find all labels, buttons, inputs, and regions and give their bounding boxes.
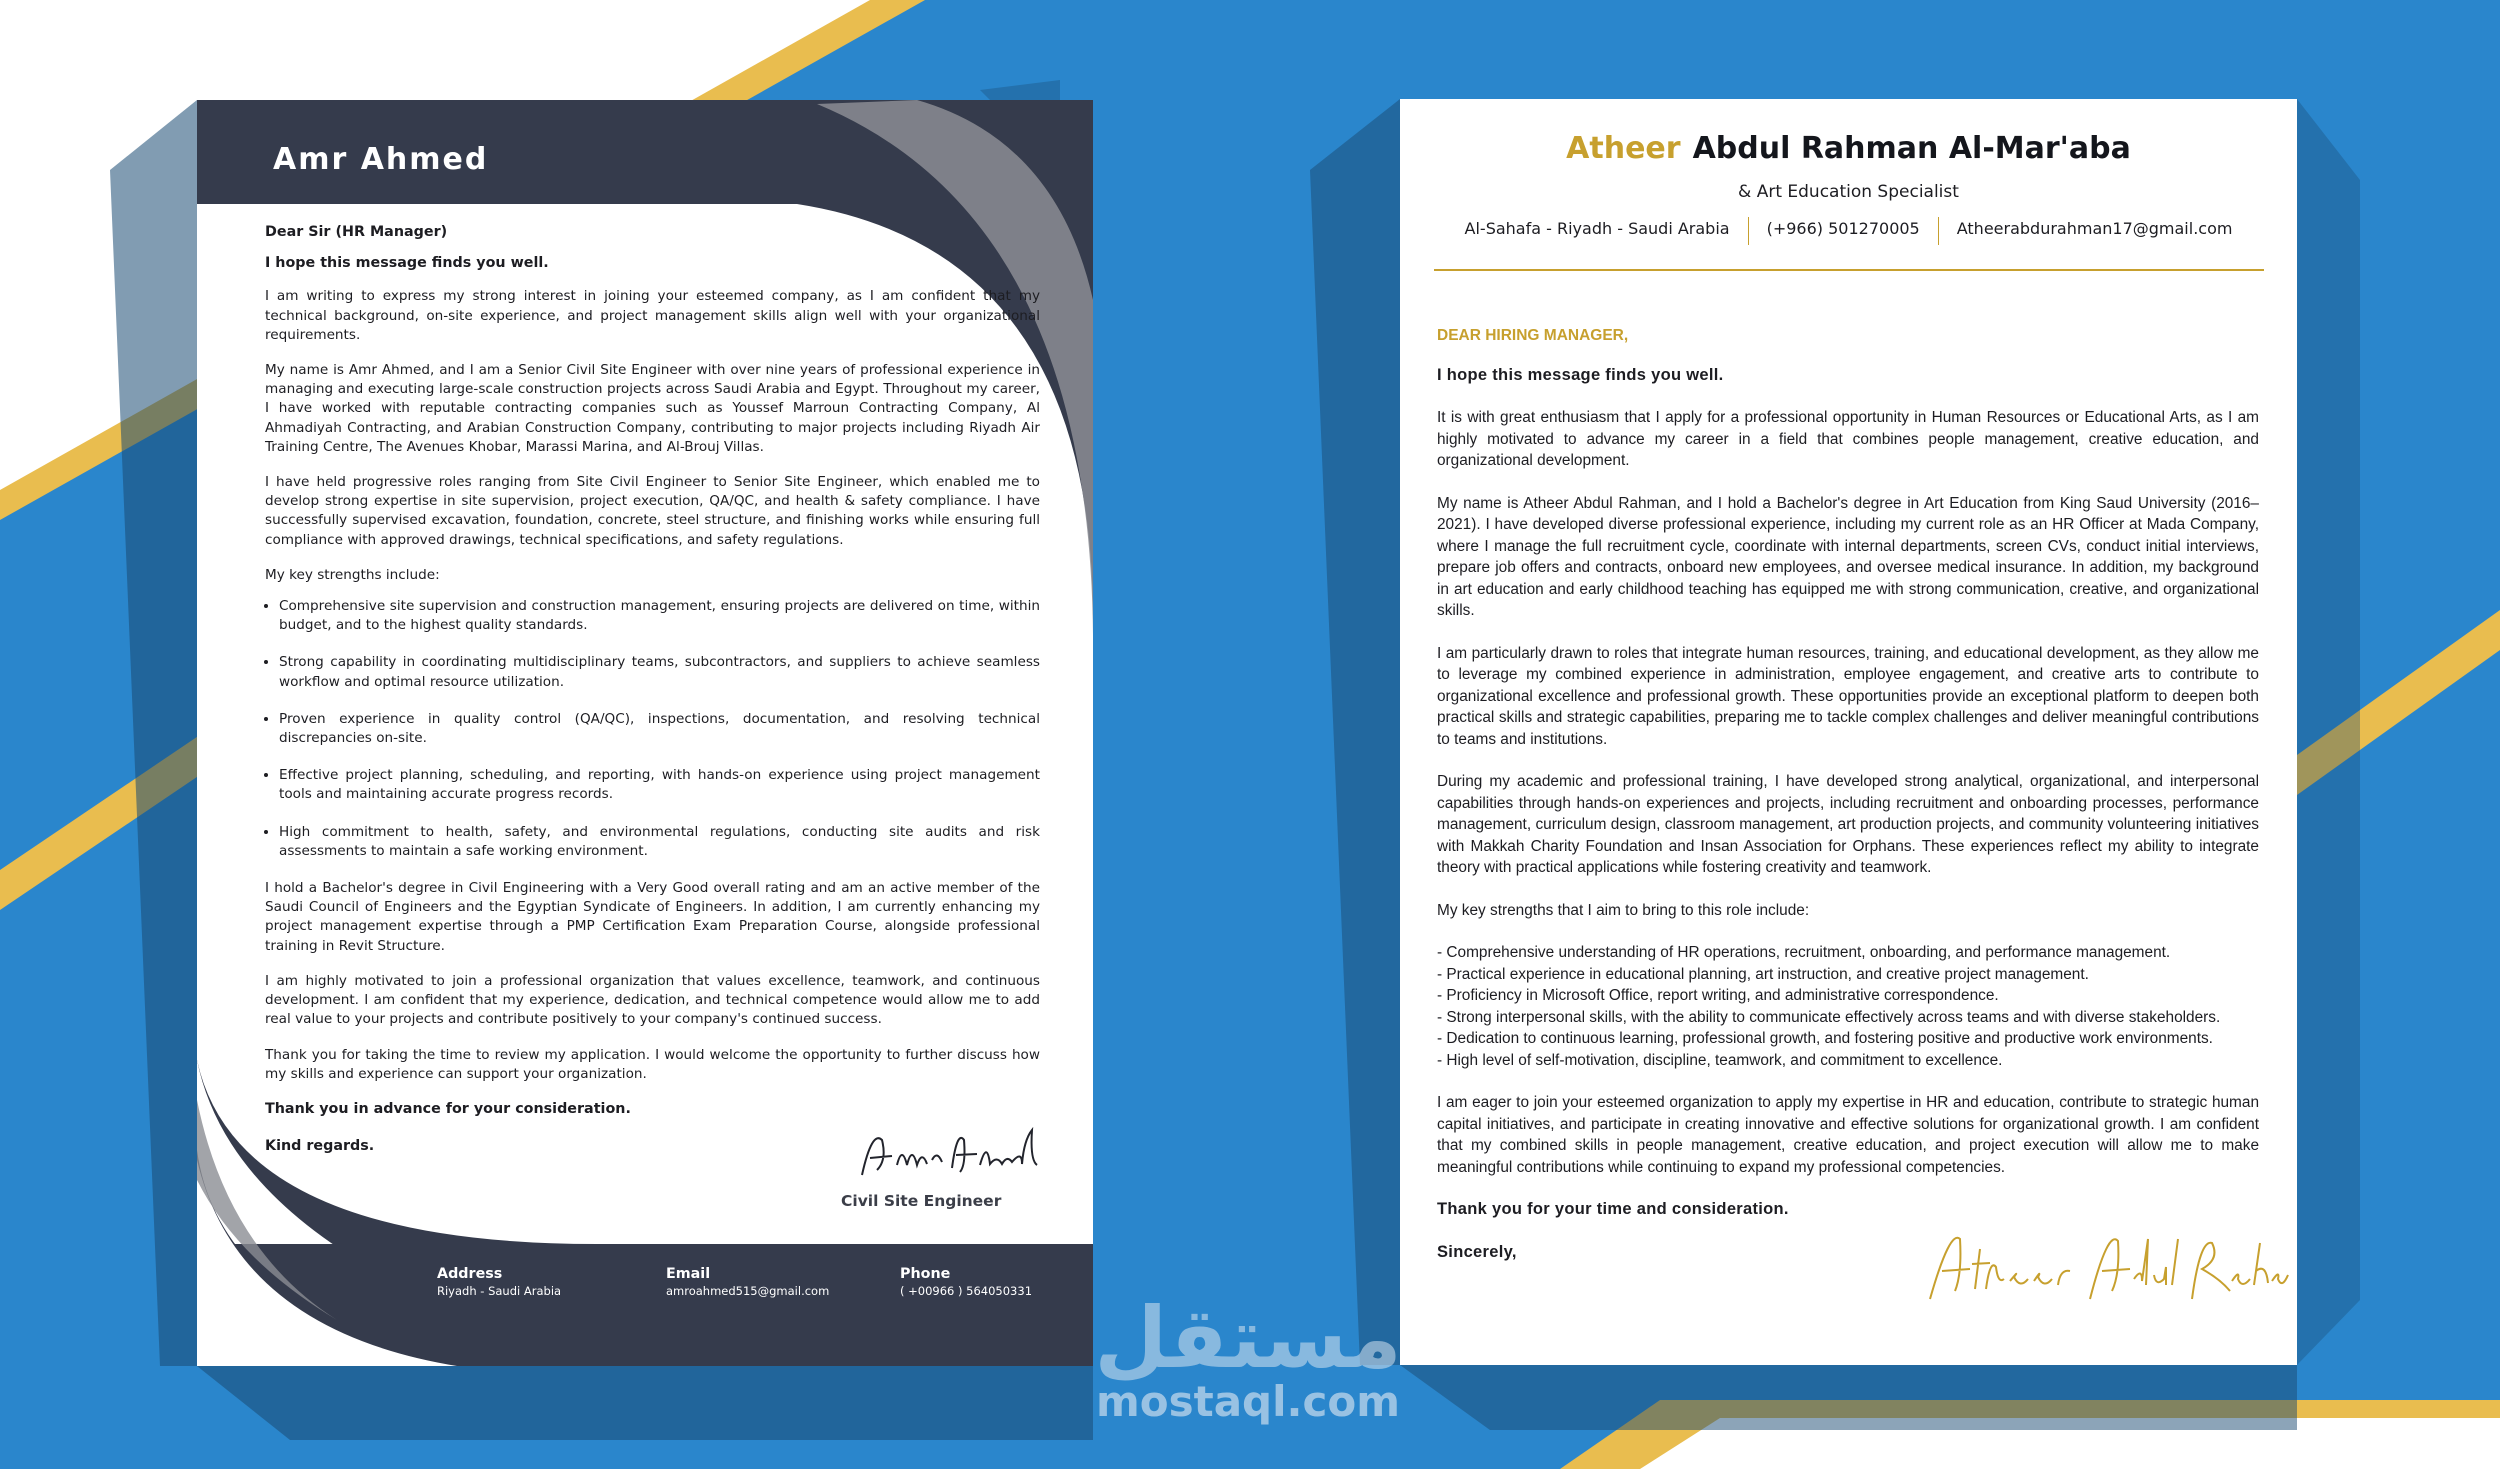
right-closing-paragraph: I am eager to join your esteemed organization to apply my expertise in HR and education, contribute to strategic human capital initiatives, and participate in creating innovative and effective solutions for organizational growth. I am confident that my combined skills in people management, creative education, and project execution will allow me to make meaningful contributions while continuing to expand my professional competencies. (1437, 1094, 2259, 1176)
list-item: • Effective project planning, scheduling, and reporting, with hands-on experience using project management tools and maintaining accurate progress records. (279, 766, 1040, 804)
right-name-header (1400, 131, 2297, 166)
right-closing: Sincerely, (1437, 1242, 1517, 1261)
list-item: • High commitment to health, safety, and environmental regulations, conducting site audits and risk assessments to maintain a safe working environment. (279, 823, 1040, 861)
left-signature (852, 1120, 1052, 1190)
list-item: - Strong interpersonal skills, with the ability to communicate effectively across teams and with diverse stakeholders. (1437, 1008, 2221, 1026)
phone-label: Phone (900, 1266, 951, 1282)
left-opening: I hope this message finds you well. (265, 255, 549, 272)
list-item: - Comprehensive understanding of HR operations, recruitment, onboarding, and performance management. (1437, 944, 2171, 961)
right-paragraph-2: My name is Atheer Abdul Rahman, and I hold a Bachelor's degree in Art Education from King Saud University (2016–2021). I have developed diverse professional experience, including my current role as an HR Officer at Mada Company, where I manage the full recruitment cycle, coordinate with internal departments, screen CVs, conduct initial interviews, prepare job offers and contracts, onboard new employees, and oversee medical insurance. In addition, my background in art education and early childhood teaching has equipped me with strong communication, creative, and organizational skills. (1437, 494, 2259, 619)
watermark-arabic: مستقل (1094, 1289, 1402, 1387)
right-job-title: & Art Education Specialist (1738, 182, 1959, 202)
left-paragraph-1: I am writing to express my strong interest in joining your esteemed company, as I am confident that my technical background, on-site experience, and project management skills align well with your organizational requirements. (265, 288, 1040, 343)
left-paragraph-2: My name is Amr Ahmed, and I am a Senior Civil Site Engineer with over nine years of professional experience in managing and executing large-scale construction projects across Saudi Arabia and Egypt. Throughout my career, I have worked with reputable contracting companies such as Youssef Marroun Contracting Company, Al Ahmadiyah Contracting, and Arabian Construction Company, contributing to major projects including Riyadh Air Training Centre, The Avenues Khobar, Marassi Marina, and Al-Brouj Villas. (265, 362, 1040, 455)
list-item: • Comprehensive site supervision and construction management, ensuring projects are delivered on time, within budget, and to the highest quality standards. (279, 597, 1040, 635)
left-salutation: Dear Sir (HR Manager) (265, 224, 448, 240)
address-value: Riyadh - Saudi Arabia (437, 1284, 562, 1298)
right-cover-letter (1400, 99, 2297, 1365)
left-strengths-list (265, 597, 1040, 861)
left-cover-letter (197, 100, 1093, 1366)
right-opening: I hope this message finds you well. (1437, 365, 1724, 384)
right-greeting: DEAR HIRING MANAGER, (1437, 327, 1629, 344)
list-item: - High level of self-motivation, discipline, teamwork, and commitment to excellence. (1437, 1051, 2003, 1069)
list-item: - Dedication to continuous learning, professional growth, and fostering positive and productive work environments. (1437, 1030, 2213, 1047)
list-item: - Practical experience in educational planning, art instruction, and creative project management. (1437, 965, 2089, 983)
left-footer-phone (900, 1266, 1032, 1298)
right-letter-body (1437, 325, 2259, 1284)
right-strengths-list (1437, 942, 2259, 1071)
right-thanks: Thank you for your time and consideration. (1437, 1200, 1789, 1218)
right-strengths-intro: My key strengths that I aim to bring to this role include: (1437, 901, 1810, 919)
right-location: Al-Sahafa - Riyadh - Saudi Arabia (1464, 219, 1730, 238)
right-signature (1920, 1219, 2290, 1309)
list-item: - Proficiency in Microsoft Office, report writing, and administrative correspondence. (1437, 987, 1999, 1004)
right-first-name: Atheer (1566, 131, 1681, 166)
left-paragraph-4: I hold a Bachelor's degree in Civil Engineering with a Very Good overall rating and am an active member of the Saudi Council of Engineers and the Egyptian Syndicate of Engineers. In addition, I am currently enhancing my project management expertise through a PMP Certification Exam Preparation Course, alongside professional training in Revit Structure. (265, 880, 1040, 954)
list-item: • Proven experience in quality control (QA/QC), inspections, documentation, and resolving technical discrepancies on-site. (279, 710, 1040, 748)
phone-value: ( +00966 ) 564050331 (900, 1284, 1033, 1298)
email-value: amroahmed515@gmail.com (666, 1284, 830, 1298)
right-paragraph-1: It is with great enthusiasm that I apply for a professional opportunity in Human Resources or Educational Arts, as I am highly motivated to advance my career in a field that combines people management, creative education, and organizational development. (1437, 409, 2259, 469)
email-label: Email (666, 1266, 711, 1282)
left-role: Civil Site Engineer (841, 1192, 1002, 1210)
right-header-rule (1434, 269, 2264, 271)
left-letter-body (265, 223, 1040, 1168)
right-last-name: Abdul Rahman Al-Mar'aba (1692, 131, 2131, 166)
left-footer-email (666, 1266, 829, 1298)
mostaql-watermark (1093, 1290, 1403, 1424)
right-paragraph-4: During my academic and professional training, I have developed strong analytical, organizational, and interpersonal capabilities through hands-on experiences and projects, including recruitment and onboarding processes, performance management, curriculum design, classroom management, art production projects, and community volunteering initiatives with Makkah Charity Foundation and Insan Association for Orphans. These experiences reflect my ability to integrate theory with practical applications while fostering creativity and teamwork. (1437, 773, 2259, 876)
left-name-header: Amr Ahmed (273, 142, 489, 177)
right-email: Atheerabdurahman17@gmail.com (1956, 219, 2233, 238)
left-strengths-intro: My key strengths include: (265, 566, 440, 583)
left-paragraph-5: I am highly motivated to join a professional organization that values excellence, teamwork, and continuous development. I am confident that my experience, dedication, and technical competence would allow me to add real value to your projects and contribute positively to your company's continued success. (265, 972, 1040, 1028)
right-phone: (+966) 501270005 (1766, 219, 1920, 238)
watermark-latin: mostaql.com (1096, 1377, 1400, 1426)
right-contact-bar (1400, 219, 2297, 245)
left-paragraph-3: I have held progressive roles ranging from Site Civil Engineer to Senior Site Engineer, which enabled me to develop strong expertise in site supervision, project execution, QA/QC, and health & safety compliance. I have successfully supervised excavation, foundation, concrete, steel structure, and finishing works while ensuring full compliance with approved drawings, technical specifications, and safety regulations. (265, 474, 1040, 548)
left-closing-thanks: Thank you in advance for your consideration. (265, 1100, 631, 1117)
list-item: • Strong capability in coordinating multidisciplinary teams, subcontractors, and suppliers to achieve seamless workflow and optimal resource utilization. (279, 653, 1040, 691)
left-closing: Kind regards. (265, 1138, 375, 1155)
right-paragraph-3: I am particularly drawn to roles that integrate human resources, training, and educational development, as they allow me to leverage my combined experience in administration, employee engagement, and creative arts to contribute to organizational excellence and professional growth. These opportunities provide an exceptional platform to deepen both practical skills and strategic capabilities, preparing me to tackle complex challenges and deliver meaningful contributions to teams and institutions. (1437, 644, 2259, 748)
left-paragraph-6: Thank you for taking the time to review my application. I would welcome the opportunity to further discuss how my skills and experience can support your organization. (265, 1046, 1040, 1082)
address-label: Address (437, 1266, 503, 1282)
left-footer-address (437, 1266, 561, 1298)
